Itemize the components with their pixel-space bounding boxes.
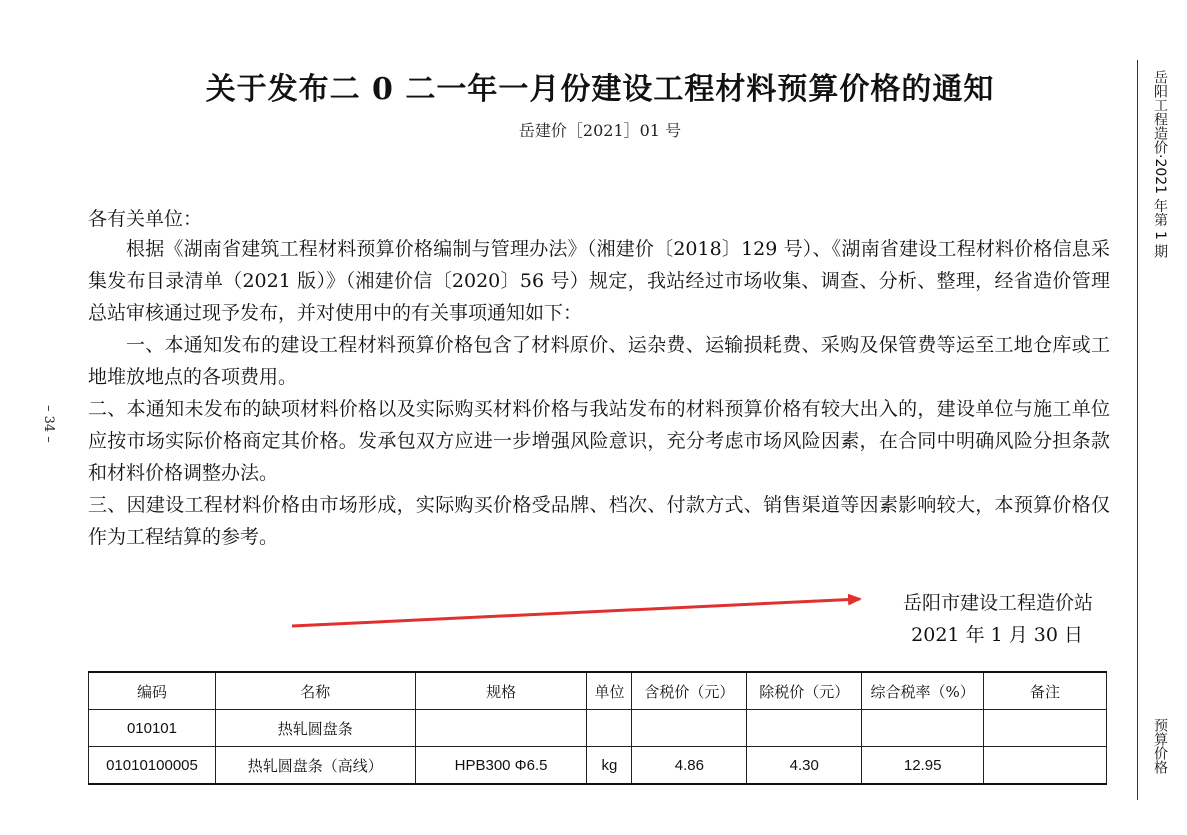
column-header: 备注 (984, 672, 1107, 710)
intro-paragraph: 根据《湖南省建筑工程材料预算价格编制与管理办法》（湘建价〔2018〕129 号）、《湖南省建设工程材料价格信息采集发布目录清单（2021 版）》（湘建价信〔2020〕56 号）规定，我站经过市场收集、调查、分析、整理，经省造价管理总站审核通过现予发布，并对使用中的有关事项通知如下： (88, 238, 1110, 324)
journal-running-head: 岳阳工程造价·2021 年第 1 期 (1152, 70, 1168, 259)
notice-item-2: 二、本通知未发布的缺项材料价格以及实际购买材料价格与我站发布的材料预算价格有较大出入的，建设单位与施工单位应按市场实际价格商定其价格。发承包双方应进一步增强风险意识，充分考虑市场风险因素，在合同中明确风险分担条款和材料价格调整办法。 (88, 398, 1110, 484)
cell-tax-rate: 12.95 (862, 747, 984, 785)
red-arrow-annotation (280, 585, 880, 635)
cell-price-with-tax: 4.86 (632, 747, 747, 785)
issue-date: 2021 年 1 月 30 日 (911, 624, 1083, 646)
page-number: – 34 – (41, 405, 56, 443)
cell-spec: HPB300 Φ6.5 (415, 747, 587, 785)
section-running-head: 预算价格 (1152, 718, 1168, 774)
sidebar-divider (1137, 60, 1138, 800)
document-number: 岳建价［2021］01 号 (518, 121, 682, 140)
cell-code: 01010100005 (89, 747, 216, 785)
material-price-table (88, 671, 1107, 785)
cell-remark (984, 710, 1107, 747)
column-header: 含税价（元） (632, 672, 747, 710)
cell-price-ex-tax: 4.30 (747, 747, 862, 785)
column-header: 规格 (415, 672, 587, 710)
cell-code: 010101 (89, 710, 216, 747)
notice-title: 关于发布二 0 二一年一月份建设工程材料预算价格的通知 (205, 72, 995, 107)
column-header: 综合税率（%） (862, 672, 984, 710)
cell-unit: kg (587, 747, 632, 785)
table-row (89, 747, 1107, 785)
notice-item-1: 一、本通知发布的建设工程材料预算价格包含了材料原价、运杂费、运输损耗费、采购及保管费等运至工地仓库或工地堆放地点的各项费用。 (88, 334, 1110, 388)
cell-unit (587, 710, 632, 747)
column-header: 编码 (89, 672, 216, 710)
column-header: 名称 (215, 672, 415, 710)
cell-tax-rate (862, 710, 984, 747)
cell-price-ex-tax (747, 710, 862, 747)
cell-remark (984, 747, 1107, 785)
table-row (89, 710, 1107, 747)
cell-name: 热轧圆盘条（高线） (215, 747, 415, 785)
column-header: 单位 (587, 672, 632, 710)
table-header-row (89, 672, 1107, 710)
column-header: 除税价（元） (747, 672, 862, 710)
cell-spec (415, 710, 587, 747)
salutation: 各有关单位： (88, 208, 203, 230)
notice-item-3: 三、因建设工程材料价格由市场形成，实际购买价格受品牌、档次、付款方式、销售渠道等因素影响较大，本预算价格仅作为工程结算的参考。 (88, 494, 1110, 548)
cell-name: 热轧圆盘条 (215, 710, 415, 747)
cell-price-with-tax (632, 710, 747, 747)
issuing-organization: 岳阳市建设工程造价站 (902, 592, 1093, 614)
